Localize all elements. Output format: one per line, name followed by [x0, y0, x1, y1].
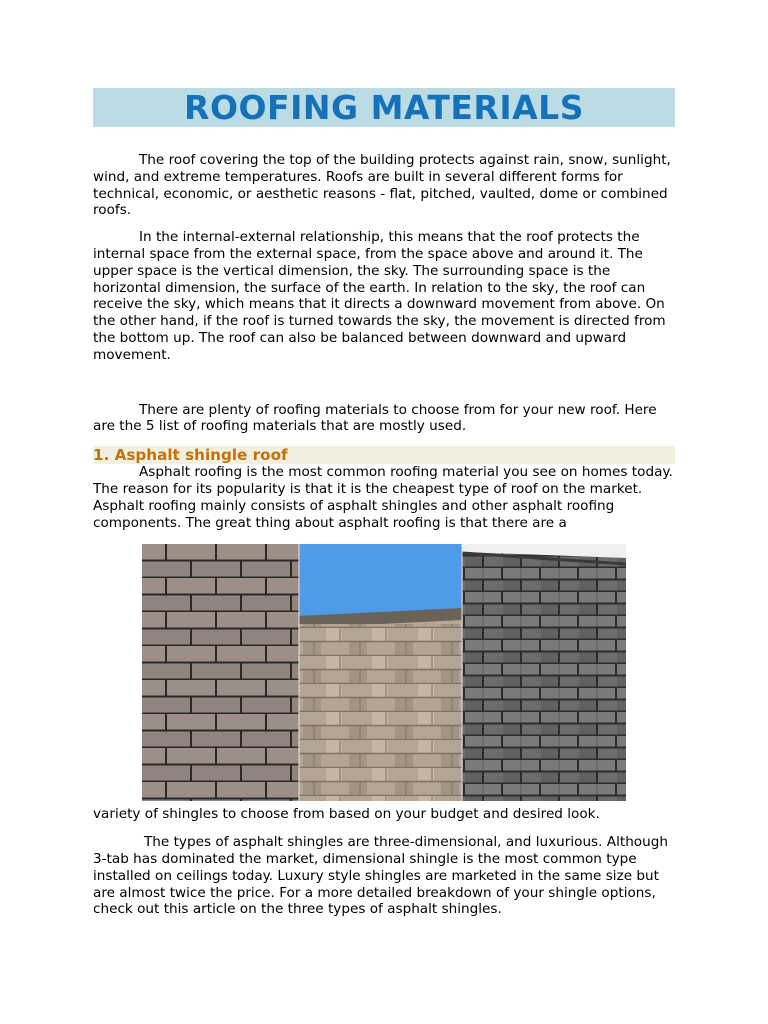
section-heading-asphalt: 1. Asphalt shingle roof	[93, 446, 675, 464]
asphalt-types-paragraph: The types of asphalt shingles are three-dimensional, and luxurious. Although 3-tab has dominated the market, dimensional shingle is the most common type installed on ceilings today. Luxury style shingles are marketed in the same size but are almost twice the price. For a more detailed breakdown of your shingle options, check out this article on the three types of asphalt shingles.	[93, 834, 668, 918]
intro-paragraph: The roof covering the top of the building protects against rain, snow, sunlight, wind, and extreme temperatures. Roofs are built in several different forms for technical, economic, or aesthetic reasons - flat, pitched, vaulted, dome or combined roofs.	[93, 152, 671, 219]
asphalt-shingles-photo	[142, 544, 626, 801]
relationship-paragraph: In the internal-external relationship, this means that the roof protects the internal space from the external space, from the space above and around it. The upper space is the vertical dimension, the sky. The surrounding space is the horizontal dimension, the surface of the earth. In relation to the sky, the roof can receive the sky, which means that it directs a downward movement from above. On the other hand, if the roof is turned towards the sky, the movement is directed from the bottom up. The roof can also be balanced between downward and upward movement.	[93, 229, 666, 363]
three-tab-shingle-panel	[142, 544, 299, 801]
dimensional-shingle-panel	[299, 544, 462, 801]
list-intro-paragraph: There are plenty of roofing materials to choose from for your new roof. Here are the 5 list of roofing materials that are mostly used.	[93, 401, 657, 435]
asphalt-paragraph-part1: Asphalt roofing is the most common roofing material you see on homes today. The reason for its popularity is that it is the cheapest type of roof on the market. Asphalt roofing mainly consists of asphalt shingles and other asphalt roofing components. The great thing about asphalt roofing is that there are a	[93, 464, 673, 531]
page-title: ROOFING MATERIALS	[184, 88, 584, 127]
gray-shingle-panel	[462, 544, 626, 801]
title-banner	[93, 88, 675, 127]
asphalt-paragraph-part2: variety of shingles to choose from based on your budget and desired look.	[93, 806, 600, 823]
